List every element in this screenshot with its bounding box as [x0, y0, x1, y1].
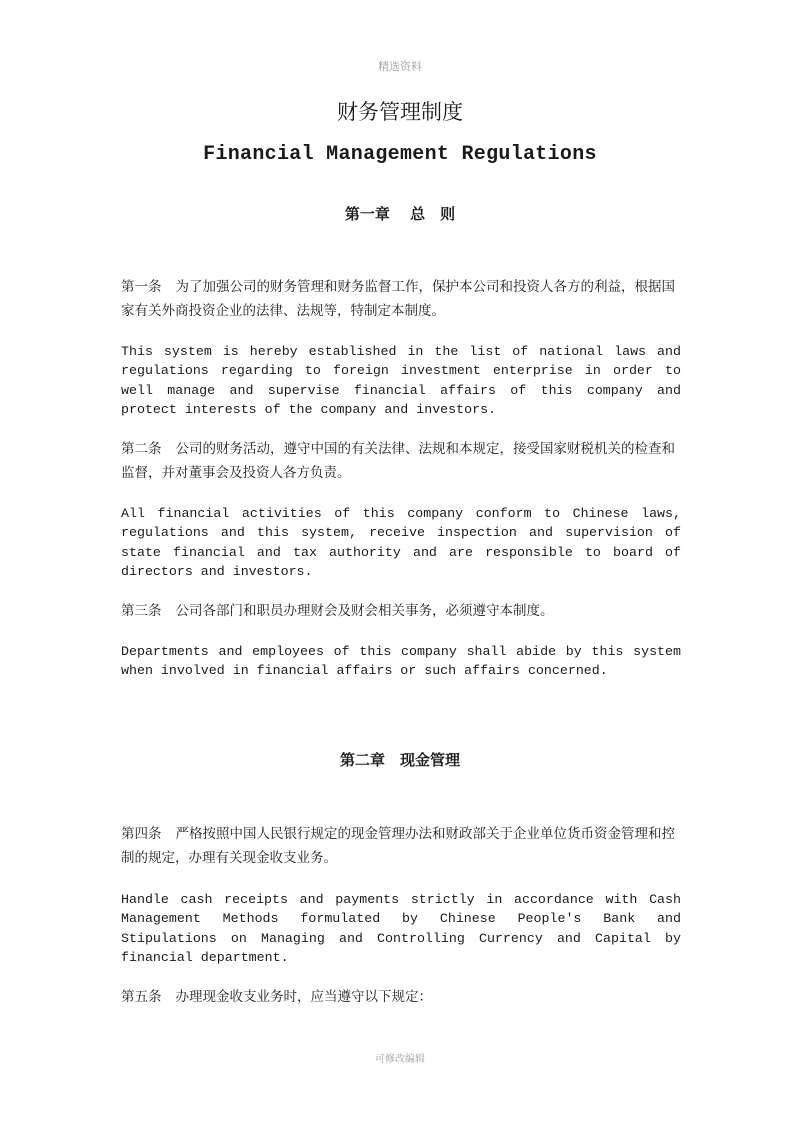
- article-1-label: 第一条: [121, 279, 162, 295]
- header-note: 精选资料: [378, 60, 422, 73]
- article-2-cn-text: 公司的财务活动，遵守中国的有关法律、法规和本规定，接受国家财税机关的检查和监督，并对董事会及投资人各方负责。: [121, 441, 675, 481]
- document-title-en: Financial Management Regulations: [203, 143, 597, 166]
- article-2-label: 第二条: [121, 441, 162, 457]
- article-2-cn: [121, 437, 681, 485]
- article-1-en: This system is hereby established in the list of national laws and regulations regarding to foreign investment enterprise in order to well manage and supervise financial affairs of this company and protect interests of the company and investors.: [121, 344, 681, 418]
- article-3-cn: [121, 599, 681, 623]
- article-2-en: All financial activities of this company conform to Chinese laws, regulations and this system, receive inspection and supervision of state financial and tax authority and are responsible to board of directors and investors.: [121, 506, 681, 580]
- article-4-cn: [121, 822, 681, 870]
- article-4-en: Handle cash receipts and payments strictly in accordance with Cash Management Methods formulated by Chinese People's Bank and Stipulations on Managing and Controlling Currency and Capital by financial department.: [121, 892, 681, 966]
- chapter-2-heading: 第二章 现金管理: [339, 751, 460, 769]
- article-5-cn: [121, 985, 681, 1009]
- article-4-cn-text: 严格按照中国人民银行规定的现金管理办法和财政部关于企业单位货币资金管理和控制的规定，办理有关现金收支业务。: [121, 826, 675, 866]
- article-5-cn-text: 办理现金收支业务时，应当遵守以下规定：: [175, 989, 432, 1005]
- article-4-label: 第四条: [121, 826, 162, 842]
- chapter-1-heading: 第一章 总 则: [344, 205, 456, 223]
- article-1-cn-text: 为了加强公司的财务管理和财务监督工作，保护本公司和投资人各方的利益，根据国家有关外商投资企业的法律、法规等，特制定本制度。: [121, 279, 675, 319]
- document-title-cn: 财务管理制度: [337, 100, 463, 124]
- article-3-label: 第三条: [121, 603, 162, 619]
- footer-note: 可修改编辑: [375, 1054, 425, 1065]
- article-3-en: Departments and employees of this company shall abide by this system when involved in financial affairs or such affairs concerned.: [121, 644, 681, 679]
- article-5-label: 第五条: [121, 989, 162, 1005]
- article-1-cn: [121, 275, 681, 323]
- article-3-cn-text: 公司各部门和职员办理财会及财会相关事务，必须遵守本制度。: [175, 603, 554, 619]
